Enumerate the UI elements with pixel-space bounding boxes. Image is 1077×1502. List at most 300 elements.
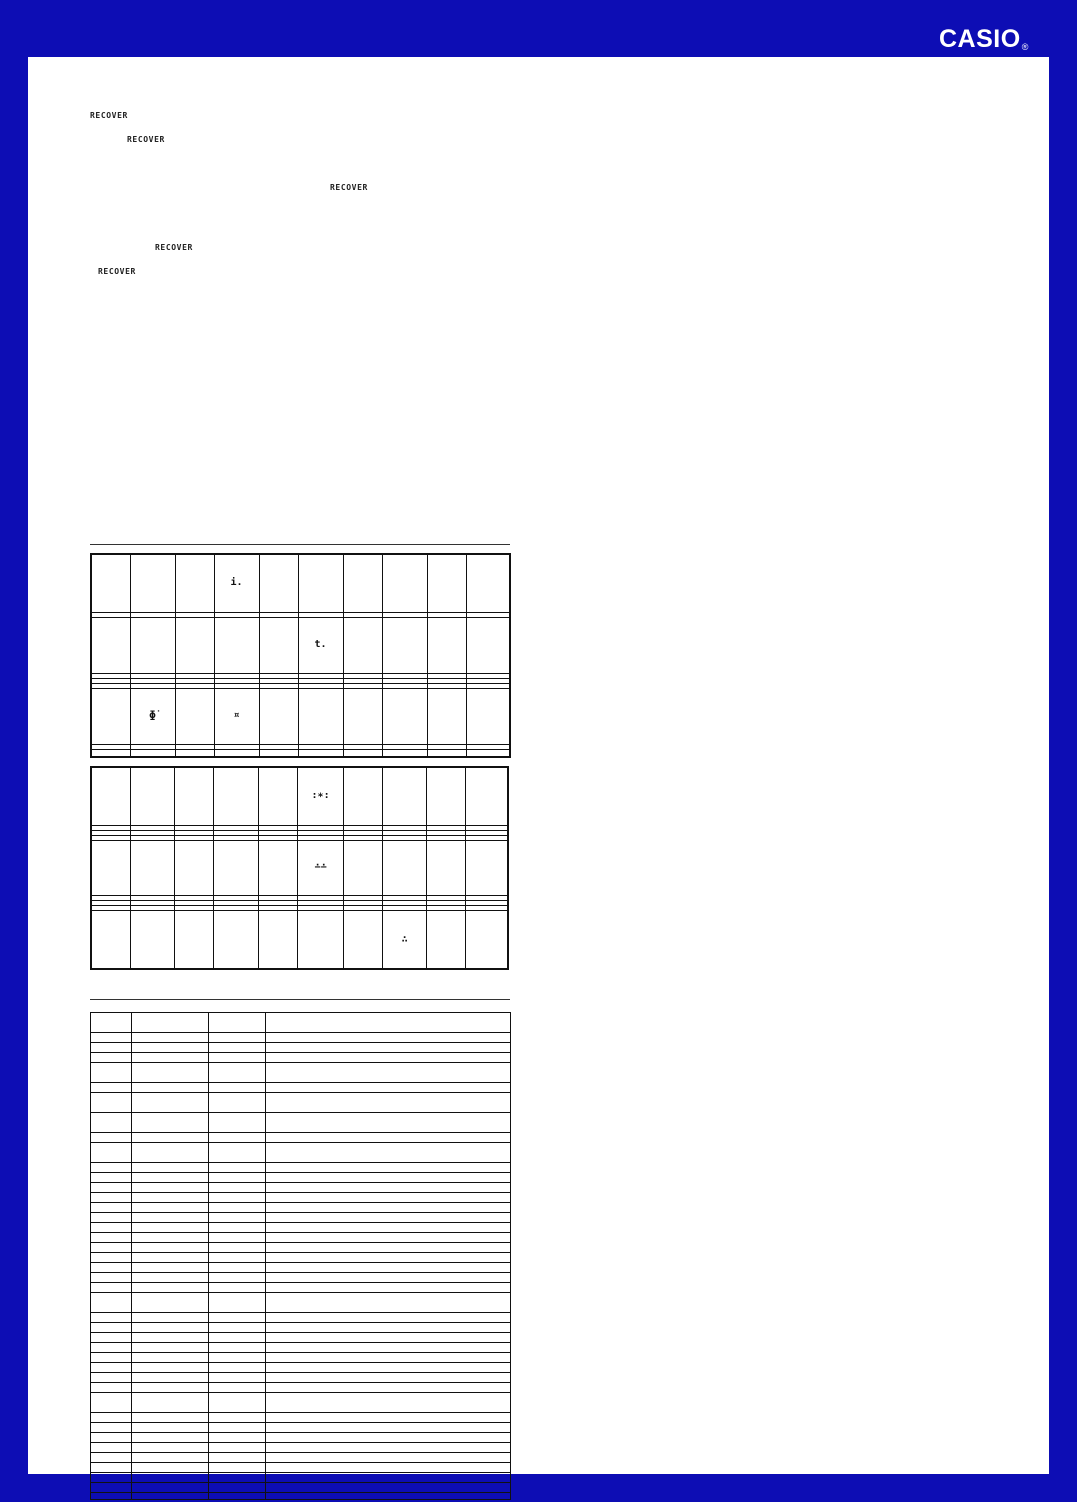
spec-cell [209,1283,266,1293]
grid-cell [427,617,466,673]
spec-cell [209,1183,266,1193]
spec-cell [266,1293,511,1313]
spec-cell [209,1373,266,1383]
spec-row [91,1043,511,1053]
spec-cell [209,1033,266,1043]
spec-cell [266,1343,511,1353]
spec-cell [132,1483,209,1493]
spec-cell [132,1393,209,1413]
grid-cell [91,617,130,673]
spec-row [91,1473,511,1483]
spec-cell [132,1063,209,1083]
spec-row [91,1013,511,1033]
spec-cell [91,1253,132,1263]
spec-cell [91,1413,132,1423]
spec-cell [266,1383,511,1393]
spec-row [91,1063,511,1083]
grid-cell [174,840,213,896]
spec-cell [91,1263,132,1273]
grid-cell [130,617,175,673]
spec-cell [91,1293,132,1313]
spec-cell [266,1113,511,1133]
spec-cell [266,1393,511,1413]
spec-cell [132,1083,209,1093]
spec-table [90,1012,511,1500]
spec-cell [266,1443,511,1453]
grid-cell [466,749,510,757]
spec-cell [266,1213,511,1223]
spec-cell [91,1193,132,1203]
spec-row [91,1193,511,1203]
spec-cell [209,1143,266,1163]
grid-cell [91,767,130,825]
spec-cell [266,1423,511,1433]
grid-cell [174,767,213,825]
spec-cell [132,1373,209,1383]
spec-cell [266,1413,511,1423]
spec-cell [132,1443,209,1453]
grid-cell [91,749,130,757]
spec-row [91,1463,511,1473]
spec-row [91,1293,511,1313]
spec-cell [266,1483,511,1493]
spec-cell [91,1433,132,1443]
spec-cell [266,1033,511,1043]
spec-cell [132,1183,209,1193]
spec-cell [209,1113,266,1133]
grid-row [91,767,508,825]
spec-row [91,1413,511,1423]
spec-cell [209,1333,266,1343]
spec-cell [132,1253,209,1263]
spec-cell [132,1273,209,1283]
spec-row [91,1243,511,1253]
grid-cell [427,554,466,612]
spec-cell [91,1113,132,1133]
grid-cell [175,554,214,612]
spec-row [91,1333,511,1343]
recover-label-3: RECOVER [330,183,368,192]
spec-cell [132,1143,209,1163]
glyph-symbol: ∸∸ [314,861,327,873]
spec-cell [266,1063,511,1083]
spec-cell [209,1163,266,1173]
spec-cell [209,1013,266,1033]
recover-label-5: RECOVER [98,267,136,276]
spec-cell [209,1473,266,1483]
spec-cell [91,1083,132,1093]
spec-cell [266,1463,511,1473]
spec-cell [209,1293,266,1313]
grid-row [91,749,510,757]
spec-cell [266,1453,511,1463]
spec-cell [132,1413,209,1423]
spec-cell [209,1423,266,1433]
spec-cell [266,1083,511,1093]
spec-row [91,1253,511,1263]
grid-cell [298,840,343,896]
grid-cell [91,554,130,612]
spec-cell [209,1483,266,1493]
section-divider-2 [90,999,510,1000]
grid-row [91,840,508,896]
spec-cell [266,1163,511,1173]
glyph-symbol: t. [314,639,327,651]
grid-cell [343,617,382,673]
grid-cell [466,911,508,969]
recover-label-2: RECOVER [127,135,165,144]
grid-cell [466,767,508,825]
spec-row [91,1393,511,1413]
recover-label-4: RECOVER [155,243,193,252]
spec-cell [91,1043,132,1053]
spec-cell [209,1453,266,1463]
spec-cell [91,1283,132,1293]
spec-cell [266,1333,511,1343]
spec-cell [132,1283,209,1293]
spec-cell [266,1173,511,1183]
spec-row [91,1223,511,1233]
spec-cell [266,1323,511,1333]
spec-cell [91,1133,132,1143]
spec-cell [132,1363,209,1373]
grid-row [91,688,510,744]
spec-cell [209,1463,266,1473]
grid-cell [259,554,298,612]
glyph-table-1 [90,553,511,758]
spec-cell [266,1313,511,1323]
glyph-symbol: ¤ [233,710,240,722]
spec-cell [209,1353,266,1363]
spec-row [91,1323,511,1333]
grid-cell [214,767,259,825]
spec-cell [91,1053,132,1063]
spec-cell [132,1043,209,1053]
grid-cell [298,749,343,757]
spec-cell [132,1493,209,1500]
grid-cell [214,749,259,757]
spec-cell [209,1043,266,1053]
spec-row [91,1283,511,1293]
grid-cell [427,688,466,744]
spec-cell [132,1263,209,1273]
spec-cell [91,1233,132,1243]
spec-cell [132,1173,209,1183]
grid-cell [130,554,175,612]
grid-cell [91,840,130,896]
grid-cell [466,688,510,744]
spec-cell [266,1243,511,1253]
spec-cell [209,1433,266,1443]
spec-cell [266,1263,511,1273]
spec-cell [209,1413,266,1423]
spec-cell [266,1433,511,1443]
grid-cell [427,749,466,757]
grid-cell [382,840,426,896]
grid-cell [214,688,259,744]
grid-cell [343,554,382,612]
grid-cell [259,840,298,896]
spec-cell [91,1173,132,1183]
spec-cell [209,1383,266,1393]
spec-cell [91,1353,132,1363]
grid-cell [382,767,426,825]
grid-cell [130,840,174,896]
grid-row [91,617,510,673]
spec-row [91,1313,511,1323]
spec-cell [266,1133,511,1143]
spec-cell [91,1143,132,1163]
grid-cell [174,911,213,969]
spec-cell [132,1473,209,1483]
spec-row [91,1443,511,1453]
spec-cell [266,1013,511,1033]
spec-cell [132,1233,209,1243]
grid-cell [382,554,427,612]
spec-cell [91,1333,132,1343]
spec-cell [209,1343,266,1353]
spec-cell [209,1083,266,1093]
grid-cell [343,767,382,825]
spec-cell [209,1173,266,1183]
spec-cell [209,1203,266,1213]
spec-cell [266,1143,511,1163]
spec-cell [209,1223,266,1233]
spec-cell [209,1213,266,1223]
spec-cell [266,1233,511,1243]
grid-cell [175,688,214,744]
spec-row [91,1183,511,1193]
grid-cell [343,688,382,744]
spec-cell [132,1463,209,1473]
spec-cell [209,1053,266,1063]
spec-cell [209,1493,266,1500]
grid-cell [466,840,508,896]
spec-row [91,1453,511,1463]
grid-cell [298,554,343,612]
grid-cell [130,688,175,744]
spec-cell [132,1033,209,1043]
spec-cell [132,1313,209,1323]
spec-cell [266,1493,511,1500]
spec-cell [132,1343,209,1353]
spec-cell [132,1163,209,1173]
spec-cell [132,1243,209,1253]
spec-cell [266,1223,511,1233]
spec-cell [209,1253,266,1263]
spec-cell [266,1183,511,1193]
spec-cell [266,1253,511,1263]
grid-cell [175,749,214,757]
brand-name: CASIO [939,25,1021,53]
spec-cell [209,1273,266,1283]
spec-row [91,1143,511,1163]
spec-cell [266,1203,511,1213]
spec-row [91,1203,511,1213]
spec-cell [91,1013,132,1033]
spec-cell [132,1093,209,1113]
spec-row [91,1343,511,1353]
grid-cell [214,840,259,896]
spec-row [91,1363,511,1373]
spec-row [91,1093,511,1113]
spec-cell [266,1043,511,1053]
spec-cell [91,1223,132,1233]
spec-cell [132,1353,209,1363]
spec-cell [209,1243,266,1253]
spec-cell [132,1113,209,1133]
spec-cell [91,1163,132,1173]
spec-cell [132,1133,209,1143]
grid-cell [259,688,298,744]
spec-row [91,1373,511,1383]
glyph-table-2 [90,766,509,970]
spec-row [91,1113,511,1133]
grid-cell [298,617,343,673]
grid-cell [175,617,214,673]
grid-cell [91,688,130,744]
spec-cell [91,1273,132,1283]
grid-cell [214,911,259,969]
spec-row [91,1353,511,1363]
spec-row [91,1383,511,1393]
grid-cell [427,840,466,896]
spec-cell [209,1193,266,1203]
recover-label-1: RECOVER [90,111,128,120]
grid-cell [214,554,259,612]
spec-cell [266,1283,511,1293]
spec-row [91,1423,511,1433]
spec-cell [132,1013,209,1033]
spec-row [91,1493,511,1500]
spec-cell [209,1063,266,1083]
spec-cell [91,1203,132,1213]
grid-cell [427,911,466,969]
grid-cell [259,911,298,969]
glyph-symbol: i. [230,577,243,589]
spec-cell [91,1373,132,1383]
spec-row [91,1233,511,1243]
grid-cell [298,767,343,825]
glyph-symbol: ɸ̇ [149,710,156,722]
spec-row [91,1033,511,1043]
spec-cell [266,1193,511,1203]
grid-cell [382,688,427,744]
grid-row [91,554,510,612]
spec-cell [209,1323,266,1333]
spec-cell [91,1313,132,1323]
spec-cell [91,1473,132,1483]
spec-cell [91,1463,132,1473]
grid-cell [259,617,298,673]
spec-cell [266,1093,511,1113]
spec-row [91,1163,511,1173]
spec-row [91,1173,511,1183]
glyph-symbol: ∴ [401,933,408,945]
spec-cell [91,1093,132,1113]
grid-cell [427,767,466,825]
spec-cell [91,1063,132,1083]
spec-cell [209,1263,266,1273]
grid-cell [343,911,382,969]
spec-cell [209,1443,266,1453]
spec-cell [91,1483,132,1493]
spec-cell [132,1433,209,1443]
spec-cell [266,1053,511,1063]
section-divider-1 [90,544,510,545]
grid-cell [130,911,174,969]
spec-cell [132,1193,209,1203]
grid-cell [343,840,382,896]
spec-cell [91,1323,132,1333]
spec-cell [91,1243,132,1253]
grid-row [91,911,508,969]
spec-cell [266,1363,511,1373]
grid-cell [130,749,175,757]
grid-cell [298,911,343,969]
spec-row [91,1273,511,1283]
spec-cell [132,1293,209,1313]
spec-row [91,1053,511,1063]
spec-cell [132,1453,209,1463]
spec-cell [91,1033,132,1043]
spec-cell [209,1393,266,1413]
spec-cell [266,1273,511,1283]
grid-cell [130,767,174,825]
spec-cell [266,1473,511,1483]
manual-page [28,57,1049,1474]
spec-cell [132,1423,209,1433]
casio-logo [939,24,1029,54]
spec-cell [91,1453,132,1463]
spec-row [91,1263,511,1273]
registered-mark: ® [1021,42,1029,52]
spec-cell [91,1183,132,1193]
grid-cell [382,617,427,673]
spec-row [91,1133,511,1143]
spec-cell [91,1443,132,1453]
spec-cell [91,1343,132,1353]
spec-cell [91,1393,132,1413]
grid-cell [466,617,510,673]
spec-cell [91,1493,132,1500]
spec-cell [132,1053,209,1063]
spec-cell [132,1213,209,1223]
grid-cell [343,749,382,757]
glyph-symbol: :∗: [311,790,330,802]
grid-cell [466,554,510,612]
grid-cell [382,749,427,757]
spec-cell [132,1333,209,1343]
grid-cell [298,688,343,744]
spec-cell [209,1233,266,1243]
grid-cell [259,767,298,825]
spec-cell [209,1313,266,1323]
spec-cell [266,1353,511,1363]
spec-row [91,1433,511,1443]
spec-row [91,1483,511,1493]
spec-cell [132,1383,209,1393]
spec-cell [91,1383,132,1393]
spec-cell [91,1423,132,1433]
spec-cell [91,1363,132,1373]
grid-cell [91,911,130,969]
spec-cell [132,1223,209,1233]
spec-cell [209,1093,266,1113]
spec-row [91,1213,511,1223]
spec-cell [209,1363,266,1373]
spec-cell [132,1203,209,1213]
